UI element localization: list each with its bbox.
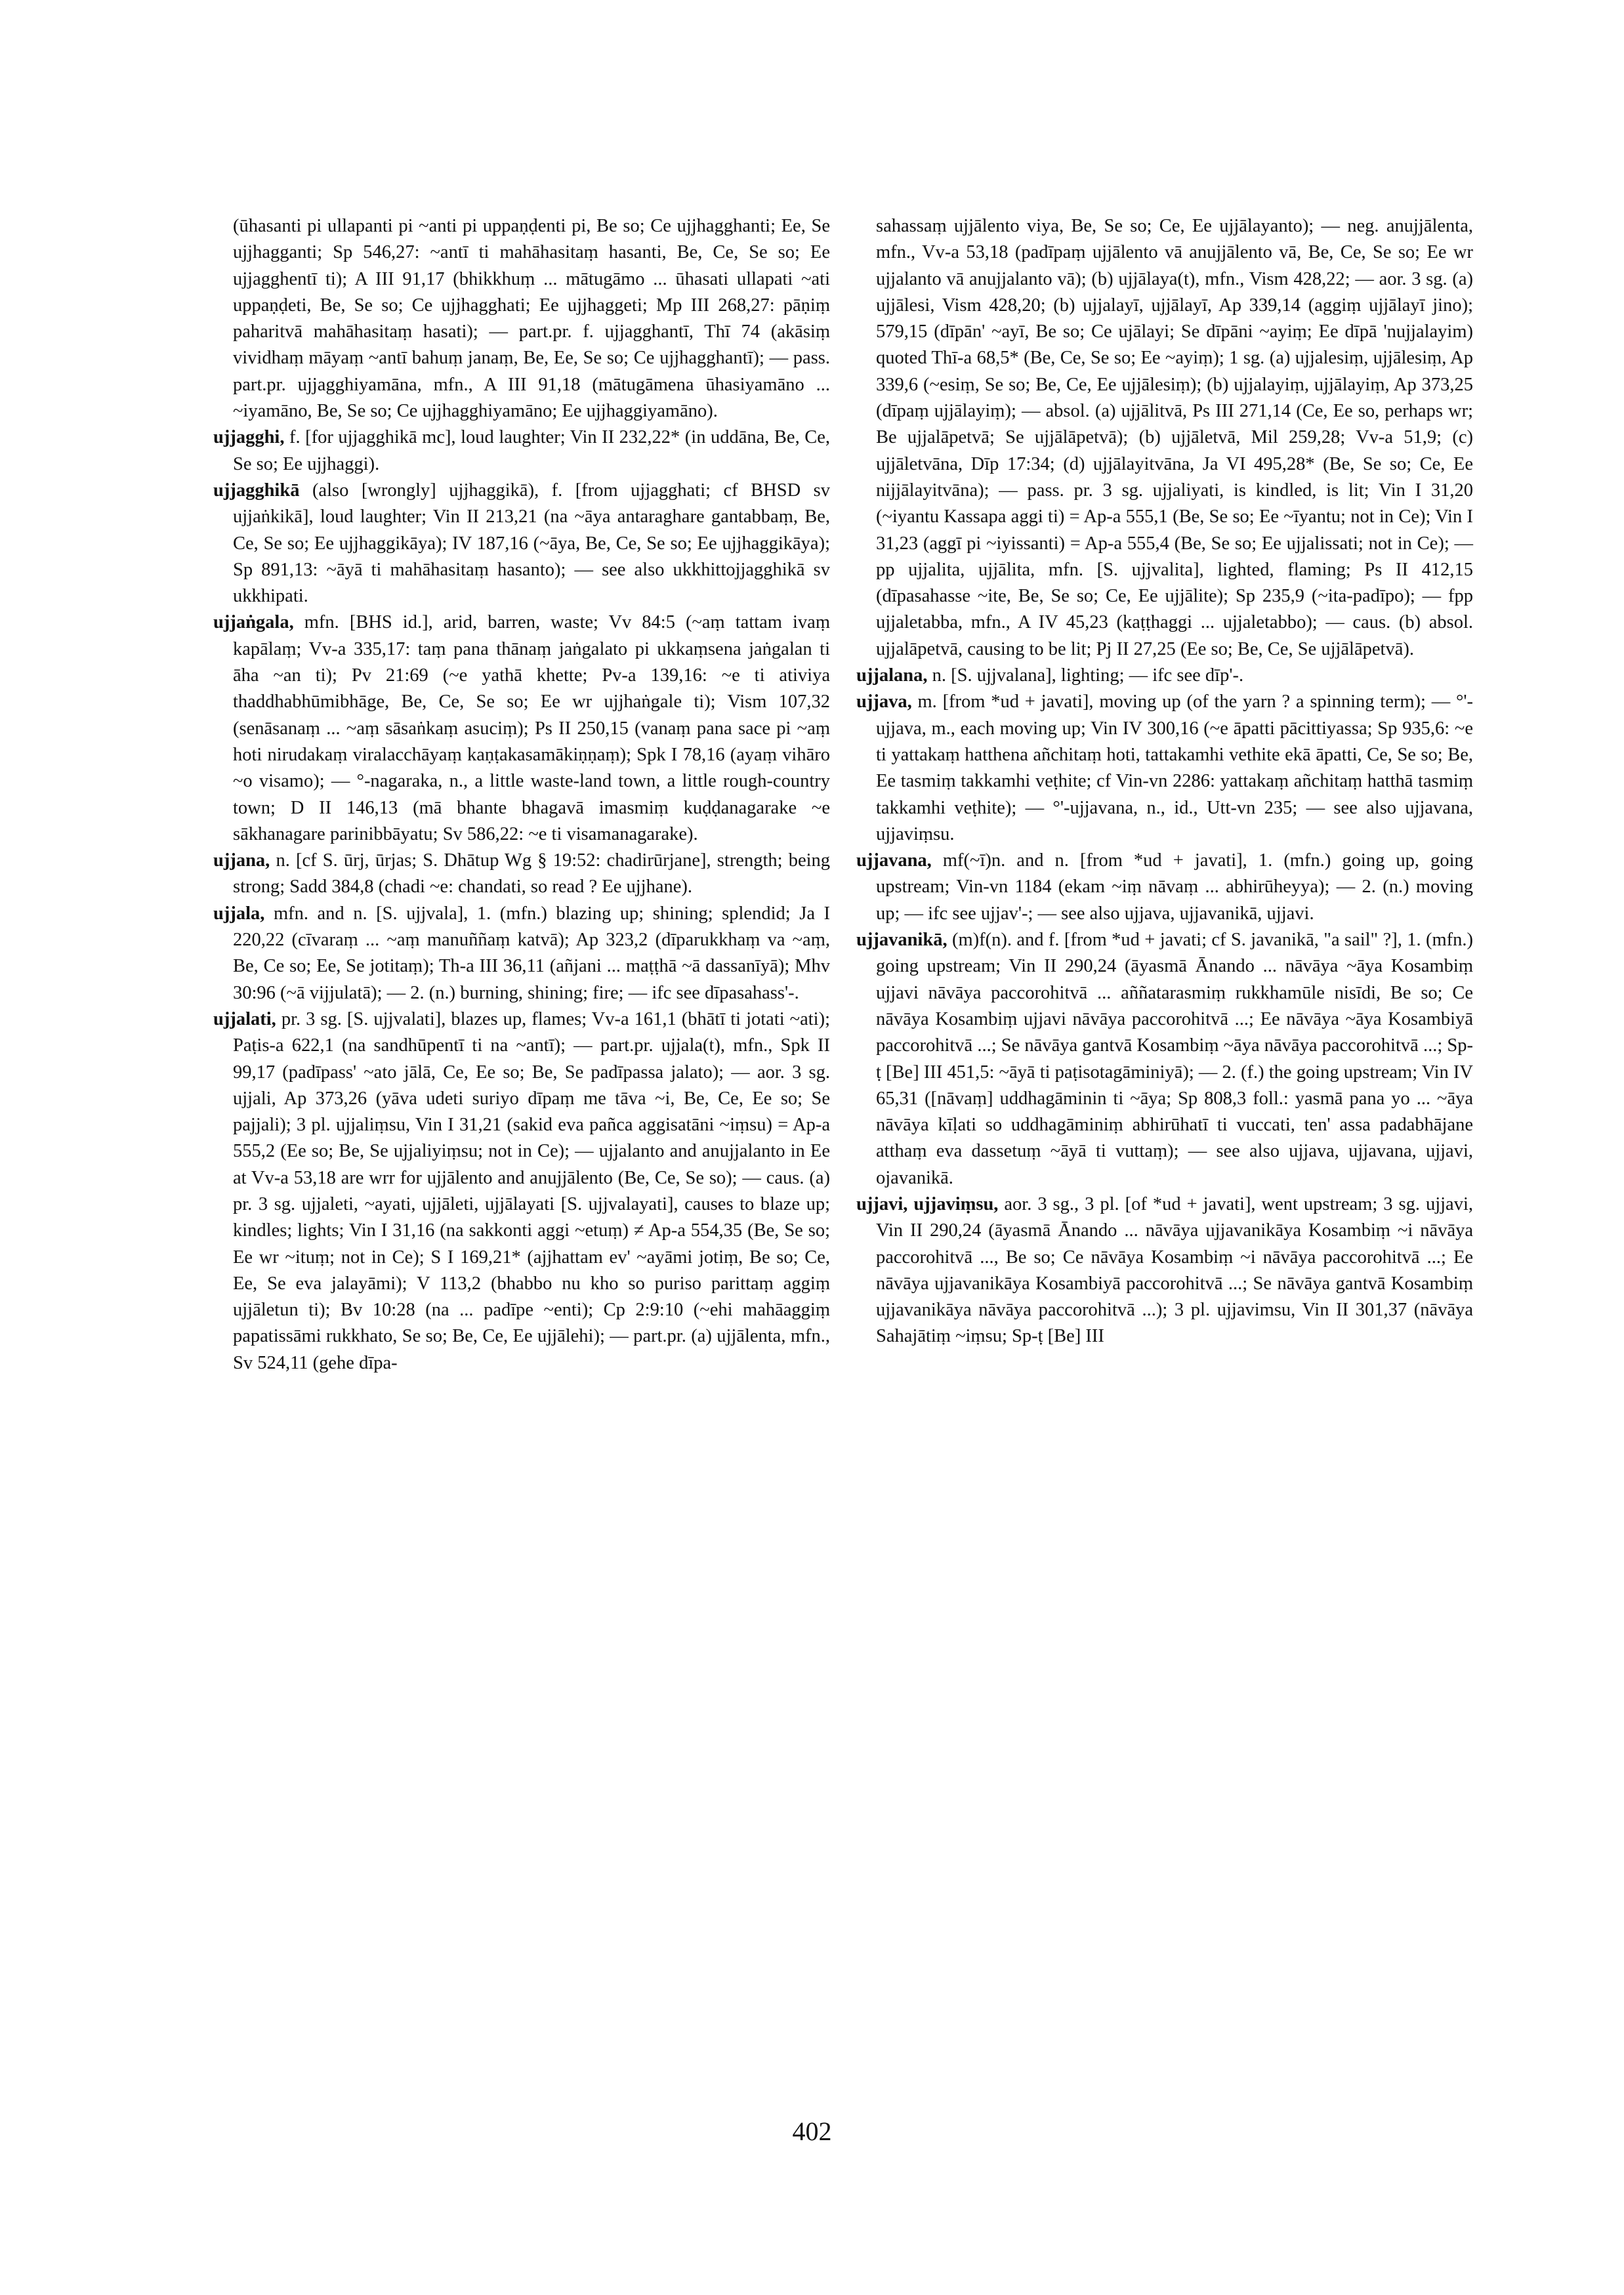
entry-body: mf(~ī)n. and n. [from *ud + javati], 1. (mfn.) going up, going upstream; Vin-vn 1184 (ekam ~iṃ nāvaṃ ... abhirūheyya); — 2. (n.) moving up; — ifc see ujjav'-; — see also ujjava, ujjavanikā, ujjavi. xyxy=(876,850,1473,924)
entry-ujjagghika xyxy=(213,478,830,610)
page-number: 402 xyxy=(792,2117,832,2146)
entry-headword: ujjaṅgala, xyxy=(213,612,294,633)
entry-body: mfn. [BHS id.], arid, barren, waste; Vv 84:5 (~aṃ tattam ivaṃ kapālaṃ; Vv-a 335,17: taṃ pana thānaṃ jaṅgalato pi ukkaṃsena jaṅgalan ti āha ~an ti); Pv 21:69 (~e yathā khette; Pv-a 139,16: ~e ti ativiya thaddhabhūmibhāge, Be, Ce, Se so; Ee wr ujjhaṅgale ti); Vism 107,32 (senāsanaṃ ... ~aṃ sāsaṅkaṃ asuciṃ); Ps II 250,15 (vanaṃ pana sace pi ~aṃ hoti nirudakaṃ viralacchāyaṃ kaṇṭakasamākiṇṇaṃ); Spk I 78,16 (ayaṃ vihāro ~o visamo); — °-nagaraka, n., a little waste-land town, a little rough-country town; D II 146,13 (mā bhante bhagavā imasmiṃ kuḍḍanagarake ~e sākhanagare parinibbāyatu; Sv 586,22: ~e ti visamanagarake). xyxy=(233,612,830,844)
left-column xyxy=(213,213,830,1376)
entry-headword: ujjala, xyxy=(213,903,265,924)
entry-headword: ujjavana, xyxy=(856,850,932,871)
right-column xyxy=(856,213,1473,1350)
entry-body: aor. 3 sg., 3 pl. [of *ud + javati], went upstream; 3 sg. ujjavi, Vin II 290,24 (āyasmā Ānando ... nāvāya ujjavanikāya Kosambiṃ ~i nāvāya paccorohitvā ..., Be so; Ce nāvāya Kosambiṃ ~i nāvāya paccorohitvā ...; Ee nāvāya ujjavanikāya Kosambiyā paccorohitvā ...; Se nāvāya gantvā Kosambiṃ ujjavanikāya nāvāya paccorohitvā ...); 3 pl. ujjavimsu, Vin II 301,37 (nāvāya Sahajātiṃ ~iṃsu; Sp-ṭ [Be] III xyxy=(876,1193,1473,1347)
entry-headword: ujjalati, xyxy=(213,1008,276,1029)
entry-body: (m)f(n). and f. [from *ud + javati; cf S. javanikā, "a sail" ?], 1. (mfn.) going upstream; Vin II 290,24 (āyasmā Ānando ... nāvāya ~āya Kosambiṃ ujjavi nāvāya paccorohitvā ... aññatarasmiṃ rukkhamūle nisīdi, Be so; Ce nāvāya Kosambiṃ ujjavi nāvāya paccorohitvā ...; Ee nāvāya ~āya Kosambiyā paccorohitvā ...; Se nāvāya gantvā Kosambiṃ ~āya nāvāya paccorohitvā ...; Sp-ṭ [Be] III 451,5: ~āyā ti paṭisotagāminiyā); — 2. (f.) the going upstream; Vin IV 65,31 ([nāvaṃ] uddhagāminin ti ~āya; Sp 808,3 foll.: yasmā pana yo ... ~āya nāvāya kīḷati so uddhagāminiṃ abhirūhatī ti vuccati, ten' assa padabhājane atthaṃ eva dassetuṃ ~āyā ti vuttaṃ); — see also ujjava, ujjavana, ujjavi, ojavanikā. xyxy=(876,930,1474,1188)
entry-headword: ujjagghi, xyxy=(213,427,285,448)
entry-body: f. [for ujjagghikā mc], loud laughter; Vin II 232,22* (in uddāna, Be, Ce, Se so; Ee ujjhaggi). xyxy=(233,427,830,474)
entry-ujjala xyxy=(213,901,830,1006)
entry-body: pr. 3 sg. [S. ujjvalati], blazes up, flames; Vv-a 161,1 (bhātī ti jotati ~ati); Paṭis-a 622,1 (na sandhūpentī ti na ~antī); — part.pr. ujjala(t), mfn., Spk II 99,17 (padīpass' ~ato jālā, Ce, Ee so; Be, Se padīpassa jalato); — aor. 3 sg. ujjali, Ap 373,26 (yāva udeti suriyo dīpaṃ me tāva ~i, Be, Ce, Ee so; Se pajjali); 3 pl. ujjaliṃsu, Vin I 31,21 (sakid eva pañca aggisatāni ~iṃsu) = Ap-a 555,2 (Ee so; Be, Se ujjaliyiṃsu; not in Ce); — ujjalanto and anujjalanto in Ee at Vv-a 53,18 are wrr for ujjālento and anujjālento (Be, Ce, Se so); — caus. (a) pr. 3 sg. ujjaleti, ~ayati, ujjāleti, ujjālayati [S. ujjvalayati], causes to blaze up; kindles; lights; Vin I 31,16 (na sakkonti aggi ~etuṃ) ≠ Ap-a 554,35 (Be, Se so; Ee wr ~ituṃ; not in Ce); S I 169,21* (ajjhattam ev' ~ayāmi jotiṃ, Be so; Ce, Ee, Se eva jalayāmi); V 113,2 (bhabbo nu kho so puriso parittaṃ aggiṃ ujjāletun ti); Bv 10:28 (na ... padīpe ~enti); Cp 2:9:10 (~ehi mahāaggiṃ papatissāmi rukkhato, Se so; Be, Ce, Ee ujjālehi); — part.pr. (a) ujjālenta, mfn., Sv 524,11 (gehe dīpa- xyxy=(233,1008,830,1373)
entry-ujjavanika xyxy=(856,927,1473,1191)
entry-body: (also [wrongly] ujjhaggikā), f. [from ujjagghati; cf BHSD sv ujjaṅkikā], loud laughter; Vin II 213,21 (na ~āya antaraghare gantabbaṃ, Be, Ce, Se so; Ee ujjhaggikāya); IV 187,16 (~āya, Be, Ce, Se so; Ee ujjhaggikāya); Sp 891,13: ~āyā ti mahāhasitaṃ hasanto); — see also ukkhittojjagghikā sv ukkhipati. xyxy=(233,480,830,607)
entry-ujjangala xyxy=(213,610,830,848)
entry-ujjagghi xyxy=(213,424,830,478)
entry-headword: ujjavi, ujjaviṃsu, xyxy=(856,1193,999,1214)
entry-headword: ujjagghikā xyxy=(213,480,300,501)
entry-body: n. [cf S. ūrj, ūrjas; S. Dhātup Wg § 19:52: chadirūrjane], strength; being strong; Sadd 384,8 (chadi ~e: chandati, so read ? Ee ujjhane). xyxy=(233,850,831,898)
entry-headword: ujjava, xyxy=(856,692,912,713)
entry-ujjalati xyxy=(213,1006,830,1376)
continuation-paragraph: (ūhasanti pi ullapanti pi ~anti pi uppaṇḍenti pi, Be so; Ce ujjhagghanti; Ee, Se ujjhagganti; Sp 546,27: ~antī ti mahāhasitaṃ hasanti, Be, Ce, Se so; Ee ujjagghentī ti); A III 91,17 (bhikkhuṃ ... mātugāmo ... ūhasati ullapati ~ati uppaṇḍeti, Be, Se so; Ce ujjhagghati; Ee ujjhaggeti; Mp III 268,27: pāṇiṃ paharitvā mahāhasitaṃ hasati); — part.pr. f. ujjagghantī, Thī 74 (akāsiṃ vividhaṃ māyaṃ ~antī bahuṃ janaṃ, Be, Ee, Se so; Ce ujjhagghantī); — pass. part.pr. ujjagghiyamāna, mfn., A III 91,18 (mātugāmena ūhasiyamāno ... ~iyamāno, Be, Se so; Ce ujjhagghiyamāno; Ee ujjhaggiyamāno). xyxy=(233,216,830,422)
entry-body: n. [S. ujjvalana], lighting; — ifc see dīp'-. xyxy=(932,665,1244,686)
entry-body: m. [from *ud + javati], moving up (of the yarn ? a spinning term); — °'-ujjava, m., each moving up; Vin IV 300,16 (~e āpatti pācittiyassa; Sp 935,6: ~e ti yattakaṃ hatthena añchitaṃ hoti, tattakamhi vethite ekā āpatti, Ce, Se so; Be, Ee tasmiṃ takkamhi veṭhite; cf Vin-vn 2286: yattakaṃ añchitaṃ hatthā tasmiṃ takkamhi veṭhite); — °'-ujjavana, n., id., Utt-vn 235; — see also ujjavana, ujjaviṃsu. xyxy=(876,692,1473,844)
entry-ujjavana xyxy=(856,848,1473,927)
entry-ujjavi xyxy=(856,1191,1473,1350)
entry-ujjalana xyxy=(856,663,1473,689)
entry-ujjava xyxy=(856,689,1473,848)
entry-ujjana xyxy=(213,848,830,901)
continuation-paragraph: sahassaṃ ujjālento viya, Be, Se so; Ce, Ee ujjālayanto); — neg. anujjālenta, mfn., Vv-a 53,18 (padīpaṃ ujjālento vā anujjālento vā, Be, Ce, Se so; Ee wr ujjalanto vā anujjalanto vā); (b) ujjālaya(t), mfn., Vism 428,22; — aor. 3 sg. (a) ujjālesi, Vism 428,20; (b) ujjalayī, ujjālayī, Ap 339,14 (aggiṃ ujjālayī jino); 579,15 (dīpān' ~ayī, Be so; Ce ujālayi; Se dīpāni ~ayiṃ; Ee dīpā 'nujjalayim) quoted Thī-a 68,5* (Be, Ce, Se so; Ee ~ayiṃ); 1 sg. (a) ujjalesiṃ, ujjālesiṃ, Ap 339,6 (~esiṃ, Se so; Be, Ce, Ee ujjālesiṃ); (b) ujjalayiṃ, ujjālayiṃ, Ap 373,25 (dīpaṃ ujjālayiṃ); — absol. (a) ujjālitvā, Ps III 271,14 (Ce, Ee so, perhaps wr; Be ujjalāpetvā; Se ujjālāpetvā); (b) ujjāletvā, Mil 259,28; Vv-a 51,9; (c) ujjāletvāna, Dīp 17:34; (d) ujjālayitvāna, Ja VI 495,28* (Be, Se so; Ce, Ee nijjālayitvāna); — pass. pr. 3 sg. ujjaliyati, is kindled, is lit; Vin I 31,20 (~iyantu Kassapa aggi ti) = Ap-a 555,1 (Be, Se so; Ee ~īyantu; not in Ce); Vin I 31,23 (aggī pi ~iyissanti) = Ap-a 555,4 (Be, Se so; Ee ujjalissati; not in Ce); — pp ujjalita, ujjālita, mfn. [S. ujjvalita], lighted, flaming; Ps II 412,15 (dīpasahasse ~ite, Be, Se so; Ce, Ee ujjālite); Sp 235,9 (~ita-padīpo); — fpp ujjaletabba, mfn., A IV 45,23 (kaṭṭhaggi ... ujjaletabbo); — caus. (b) absol. ujjalāpetvā, causing to be lit; Pj II 27,25 (Ee so; Be, Ce, Se ujjālāpetvā). xyxy=(876,216,1473,659)
entry-body: mfn. and n. [S. ujjvala], 1. (mfn.) blazing up; shining; splendid; Ja I 220,22 (cīvaraṃ ... ~aṃ manuññaṃ katvā); Ap 323,2 (dīparukkhaṃ va ~aṃ, Be, Ce so; Ee, Se jotitaṃ); Th-a III 36,11 (añjani ... maṭṭhā ~ā dassanīyā); Mhv 30:96 (~ā vijjulatā); — 2. (n.) burning, shining; fire; — ifc see dīpasahass'-. xyxy=(233,903,831,1003)
entry-headword: ujjalana, xyxy=(856,665,928,686)
entry-headword: ujjana, xyxy=(213,850,270,871)
entry-headword: ujjavanikā, xyxy=(856,930,947,951)
